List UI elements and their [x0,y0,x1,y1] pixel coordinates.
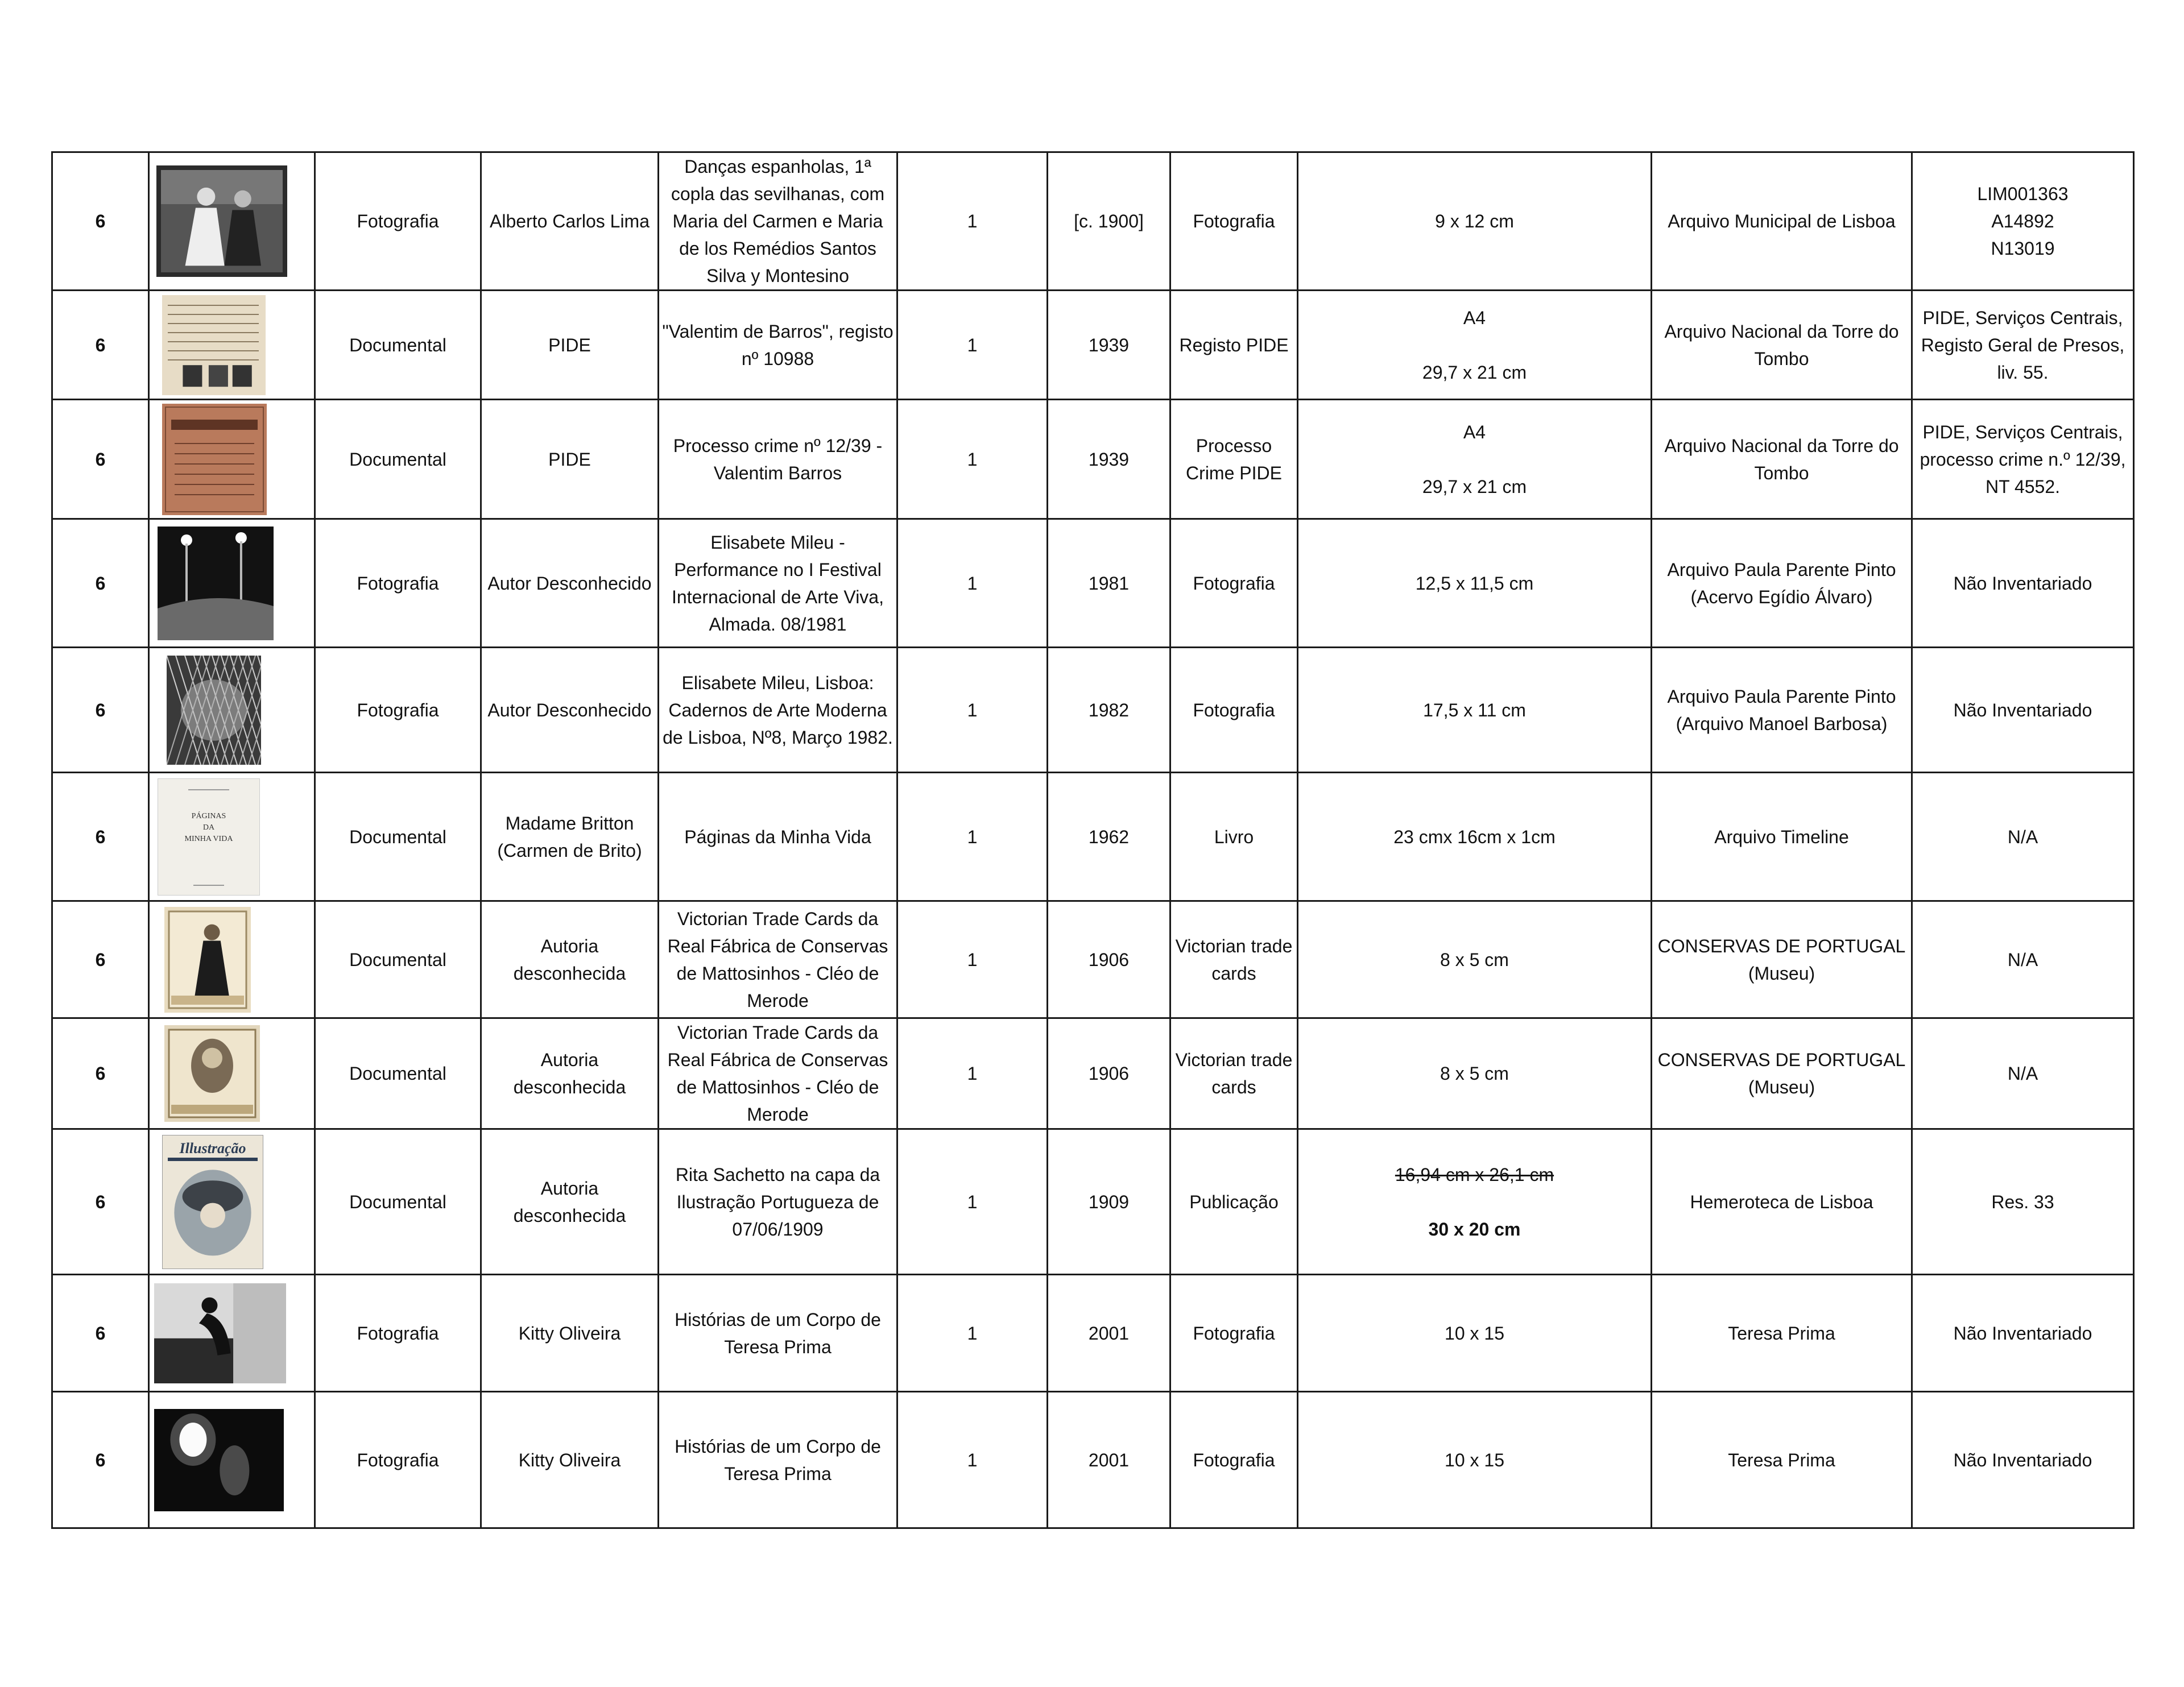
cell-reference [1912,1392,2134,1528]
cell-reference [1912,400,2134,519]
thumbnail-book-cover [158,778,260,896]
cell-author-text: Autor Desconhecido [487,573,652,594]
table-row [52,1018,2134,1129]
cell-title-text: Victorian Trade Cards da Real Fábrica de Conservas de Mattosinhos - Cléo de Merode [667,1022,888,1125]
cell-archive-text: Arquivo Nacional da Torre do Tombo [1664,435,1899,483]
cell-quantity [897,1392,1048,1528]
cell-type-text: Fotografia [357,1449,439,1470]
table-row [52,1392,2134,1528]
cell-type [315,1392,481,1528]
table-row [52,1129,2134,1275]
cell-reference [1912,1129,2134,1275]
cell-archive [1652,901,1912,1018]
cell-number [52,400,149,519]
cell-reference [1912,291,2134,400]
thumbnail-photo-night-lights [158,527,274,640]
cell-dims-text: A4 29,7 x 21 cm [1422,421,1527,497]
cell-archive [1652,400,1912,519]
thumbnail-trade-card-portrait [164,1025,260,1122]
cell-number [52,901,149,1018]
cell-dims-text: 30 x 20 cm [1428,1218,1521,1240]
cell-archive-text: CONSERVAS DE PORTUGAL (Museu) [1657,935,1906,984]
cell-quantity [897,1275,1048,1392]
thumbnail-magazine-cover [162,1135,263,1269]
cell-support [1170,1129,1298,1275]
cell-thumbnail [149,1392,315,1528]
cell-ref-text: PIDE, Serviços Centrais, processo crime n.º 12/39, NT 4552. [1920,421,2126,497]
cell-date-text: 2001 [1088,1323,1130,1344]
cell-thumbnail [149,152,315,291]
cell-title-text: Histórias de um Corpo de Teresa Prima [675,1436,881,1484]
cell-title [659,400,897,519]
cell-support-text: Publicação [1189,1191,1279,1212]
cell-date-text: 1939 [1088,449,1130,470]
cell-title [659,152,897,291]
cell-thumbnail [149,291,315,400]
cell-ref-text: PIDE, Serviços Centrais, Registo Geral de Presos, liv. 55. [1921,307,2125,383]
cell-author [481,773,659,901]
cell-archive [1652,1392,1912,1528]
inventory-table-body [52,152,2134,1528]
table-row [52,648,2134,773]
cell-num-text: 6 [95,211,106,231]
cell-num-text: 6 [95,826,106,847]
cell-num-text: 6 [95,1323,106,1344]
cell-author [481,152,659,291]
cell-type-text: Fotografia [357,1323,439,1344]
cell-quantity [897,400,1048,519]
cell-archive [1652,773,1912,901]
cell-dimensions [1298,1129,1652,1275]
cell-archive [1652,648,1912,773]
cell-dimensions [1298,400,1652,519]
cell-thumbnail [149,519,315,648]
cell-reference [1912,773,2134,901]
cell-num-text: 6 [95,949,106,970]
cell-date [1048,152,1170,291]
cell-ref-text: Não Inventariado [1953,699,2092,720]
cell-dims-text: 12,5 x 11,5 cm [1415,573,1534,594]
cell-thumbnail [149,400,315,519]
cell-dims-text: 10 x 15 [1445,1323,1504,1344]
table-row [52,1275,2134,1392]
cell-ref-text: Não Inventariado [1953,1449,2092,1470]
cell-author-text: Autor Desconhecido [487,699,652,720]
table-row [52,773,2134,901]
cell-type-text: Fotografia [357,573,439,594]
cell-date [1048,519,1170,648]
cell-type [315,519,481,648]
cell-number [52,773,149,901]
cell-type-text: Documental [349,334,446,355]
cell-type-text: Fotografia [357,699,439,720]
cell-archive [1652,1129,1912,1275]
cell-number [52,152,149,291]
cell-thumbnail [149,901,315,1018]
cell-type-text: Documental [349,449,446,470]
cell-reference [1912,1018,2134,1129]
cell-dims-text: 8 x 5 cm [1440,1063,1509,1084]
cell-date-text: 1981 [1088,573,1130,594]
cell-archive-text: Arquivo Timeline [1714,826,1849,847]
cell-support [1170,1392,1298,1528]
cell-ref-text: LIM001363 A14892 N13019 [1977,184,2069,259]
cell-support [1170,773,1298,901]
cell-num-text: 6 [95,449,106,470]
cell-dimensions [1298,291,1652,400]
cell-qty-text: 1 [967,573,978,594]
cell-type [315,1129,481,1275]
cell-archive-text: Arquivo Nacional da Torre do Tombo [1664,321,1899,369]
cell-date-text: 1962 [1088,826,1130,847]
cell-date [1048,400,1170,519]
cell-author-text: Autoria desconhecida [513,1050,626,1097]
cell-date [1048,773,1170,901]
cell-support-text: Livro [1214,826,1254,847]
magazine-masthead: Illustração [179,1139,246,1157]
cell-reference [1912,648,2134,773]
cell-author [481,1129,659,1275]
cell-thumbnail [149,1275,315,1392]
cell-quantity [897,519,1048,648]
cell-type [315,152,481,291]
cell-reference [1912,152,2134,291]
cell-support-text: Fotografia [1193,699,1275,720]
cell-dims-text: 23 cmx 16cm x 1cm [1393,826,1556,847]
cell-date [1048,1018,1170,1129]
cell-num-text: 6 [95,1449,106,1470]
book-cover-text: MINHA VIDA [184,834,233,843]
cell-quantity [897,648,1048,773]
cell-number [52,1275,149,1392]
cell-author-text: Kitty Oliveira [518,1323,621,1344]
cell-dims-old-text: 16,94 cm x 26,1 cm [1395,1164,1554,1185]
cell-support [1170,291,1298,400]
thumbnail-photo-two-dancers [156,165,287,277]
table-row [52,152,2134,291]
cell-number [52,291,149,400]
cell-dims-text: 10 x 15 [1445,1449,1504,1470]
cell-archive-text: Teresa Prima [1728,1323,1835,1344]
cell-qty-text: 1 [967,211,978,231]
cell-support [1170,1275,1298,1392]
cell-date-text: [c. 1900] [1074,211,1144,231]
cell-reference [1912,1275,2134,1392]
cell-quantity [897,152,1048,291]
cell-author-text: PIDE [548,334,591,355]
thumbnail-photo-bent-figure [154,1283,286,1383]
cell-archive-text: Arquivo Municipal de Lisboa [1668,211,1896,231]
cell-support [1170,152,1298,291]
cell-dimensions [1298,773,1652,901]
thumbnail-pide-register-card [162,295,266,395]
cell-ref-text: N/A [2007,949,2038,970]
cell-qty-text: 1 [967,1449,978,1470]
cell-ref-text: N/A [2007,826,2038,847]
cell-date-text: 1909 [1088,1191,1130,1212]
cell-title-text: Histórias de um Corpo de Teresa Prima [675,1309,881,1357]
cell-archive-text: Teresa Prima [1728,1449,1835,1470]
cell-date-text: 1906 [1088,1063,1130,1084]
cell-dimensions [1298,1392,1652,1528]
cell-quantity [897,1129,1048,1275]
cell-ref-text: Não Inventariado [1953,1323,2092,1344]
cell-author [481,400,659,519]
cell-support-text: Processo Crime PIDE [1186,435,1282,483]
cell-title-text: Páginas da Minha Vida [684,826,871,847]
cell-dims-text: 8 x 5 cm [1440,949,1509,970]
cell-num-text: 6 [95,699,106,720]
cell-date [1048,1275,1170,1392]
cell-dimensions [1298,152,1652,291]
cell-type-text: Documental [349,1063,446,1084]
cell-type-text: Documental [349,949,446,970]
cell-dimensions [1298,901,1652,1018]
cell-support [1170,1018,1298,1129]
cell-quantity [897,773,1048,901]
cell-author-text: Madame Britton (Carmen de Brito) [497,813,642,861]
cell-dims-text: 9 x 12 cm [1435,211,1514,231]
cell-type [315,773,481,901]
cell-archive [1652,1018,1912,1129]
cell-title-text: Processo crime nº 12/39 - Valentim Barros [673,435,883,483]
cell-author [481,1018,659,1129]
cell-author-text: Alberto Carlos Lima [490,211,650,231]
cell-number [52,1392,149,1528]
cell-author-text: Autoria desconhecida [513,935,626,984]
cell-ref-text: N/A [2007,1063,2038,1084]
cell-thumbnail [149,648,315,773]
table-row [52,901,2134,1018]
cell-title [659,1129,897,1275]
cell-archive [1652,1275,1912,1392]
cell-qty-text: 1 [967,334,978,355]
cell-archive-text: Arquivo Paula Parente Pinto (Acervo Egídio Álvaro) [1667,559,1896,607]
cell-quantity [897,291,1048,400]
cell-qty-text: 1 [967,826,978,847]
cell-qty-text: 1 [967,1323,978,1344]
cell-thumbnail [149,1018,315,1129]
cell-dimensions [1298,519,1652,648]
cell-title [659,1018,897,1129]
cell-author [481,648,659,773]
cell-title-text: "Valentim de Barros", registo nº 10988 [662,321,894,369]
cell-thumbnail [149,773,315,901]
cell-title [659,773,897,901]
book-cover-text: DA [202,823,215,832]
cell-date [1048,1129,1170,1275]
cell-num-text: 6 [95,1191,106,1212]
cell-date-text: 1906 [1088,949,1130,970]
cell-archive-text: Hemeroteca de Lisboa [1690,1191,1873,1212]
cell-number [52,519,149,648]
cell-date [1048,901,1170,1018]
inventory-table [51,151,2135,1529]
thumbnail-pide-process-cover [162,404,267,515]
cell-archive-text: CONSERVAS DE PORTUGAL (Museu) [1657,1050,1906,1097]
cell-support-text: Victorian trade cards [1175,1050,1293,1097]
cell-title [659,901,897,1018]
table-row [52,400,2134,519]
cell-dimensions [1298,1275,1652,1392]
cell-author [481,1275,659,1392]
cell-qty-text: 1 [967,949,978,970]
cell-title-text: Elisabete Mileu, Lisboa: Cadernos de Arte Moderna de Lisboa, Nº8, Março 1982. [663,672,893,748]
cell-author-text: PIDE [548,449,591,470]
cell-support [1170,901,1298,1018]
cell-num-text: 6 [95,1063,106,1084]
cell-type [315,1018,481,1129]
cell-qty-text: 1 [967,1191,978,1212]
cell-dimensions [1298,648,1652,773]
cell-number [52,1129,149,1275]
thumbnail-photo-dark-light [154,1409,284,1511]
book-cover-text: PÁGINAS [191,811,226,820]
cell-support [1170,648,1298,773]
cell-dims-text: 17,5 x 11 cm [1423,699,1526,720]
cell-qty-text: 1 [967,1063,978,1084]
table-row [52,291,2134,400]
cell-date [1048,648,1170,773]
cell-type [315,400,481,519]
cell-type [315,1275,481,1392]
cell-quantity [897,1018,1048,1129]
cell-author [481,1392,659,1528]
cell-number [52,1018,149,1129]
cell-title [659,291,897,400]
cell-reference [1912,901,2134,1018]
cell-title-text: Elisabete Mileu - Performance no I Festival Internacional de Arte Viva, Almada. 08/1981 [672,532,884,635]
cell-dims-text: A4 29,7 x 21 cm [1422,307,1527,383]
cell-title-text: Victorian Trade Cards da Real Fábrica de Conservas de Mattosinhos - Cléo de Merode [667,908,888,1011]
cell-title [659,1275,897,1392]
cell-title [659,648,897,773]
cell-author [481,291,659,400]
thumbnail-trade-card-dark-dress [164,907,251,1013]
cell-type-text: Fotografia [357,211,439,231]
cell-dimensions [1298,1018,1652,1129]
cell-author-text: Kitty Oliveira [518,1449,621,1470]
table-row [52,519,2134,648]
cell-archive [1652,152,1912,291]
cell-archive-text: Arquivo Paula Parente Pinto (Arquivo Manoel Barbosa) [1667,686,1896,734]
cell-type-text: Documental [349,1191,446,1212]
cell-title-text: Danças espanholas, 1ª copla das sevilhanas, com Maria del Carmen e Maria de los Remédios Santos Silva y Montesino [671,156,885,286]
cell-author [481,901,659,1018]
cell-support-text: Victorian trade cards [1175,935,1293,984]
cell-qty-text: 1 [967,449,978,470]
cell-type [315,901,481,1018]
cell-type-text: Documental [349,826,446,847]
cell-author-text: Autoria desconhecida [513,1178,626,1226]
cell-ref-text: Res. 33 [1991,1191,2054,1212]
cell-reference [1912,519,2134,648]
cell-num-text: 6 [95,573,106,594]
cell-num-text: 6 [95,334,106,355]
cell-type [315,648,481,773]
cell-archive [1652,519,1912,648]
cell-support [1170,519,1298,648]
cell-qty-text: 1 [967,699,978,720]
cell-date-text: 1982 [1088,699,1130,720]
cell-date-text: 1939 [1088,334,1130,355]
cell-thumbnail [149,1129,315,1275]
cell-ref-text: Não Inventariado [1953,573,2092,594]
cell-number [52,648,149,773]
cell-title-text: Rita Sachetto na capa da Ilustração Portugueza de 07/06/1909 [675,1164,880,1240]
cell-date [1048,291,1170,400]
cell-support-text: Fotografia [1193,1323,1275,1344]
cell-title [659,1392,897,1528]
cell-type [315,291,481,400]
cell-archive [1652,291,1912,400]
cell-support-text: Registo PIDE [1179,334,1289,355]
cell-date [1048,1392,1170,1528]
cell-support-text: Fotografia [1193,211,1275,231]
cell-date-text: 2001 [1088,1449,1130,1470]
cell-support [1170,400,1298,519]
cell-title [659,519,897,648]
cell-author [481,519,659,648]
cell-support-text: Fotografia [1193,573,1275,594]
cell-support-text: Fotografia [1193,1449,1275,1470]
cell-quantity [897,901,1048,1018]
thumbnail-photo-wire-mesh [167,656,261,765]
